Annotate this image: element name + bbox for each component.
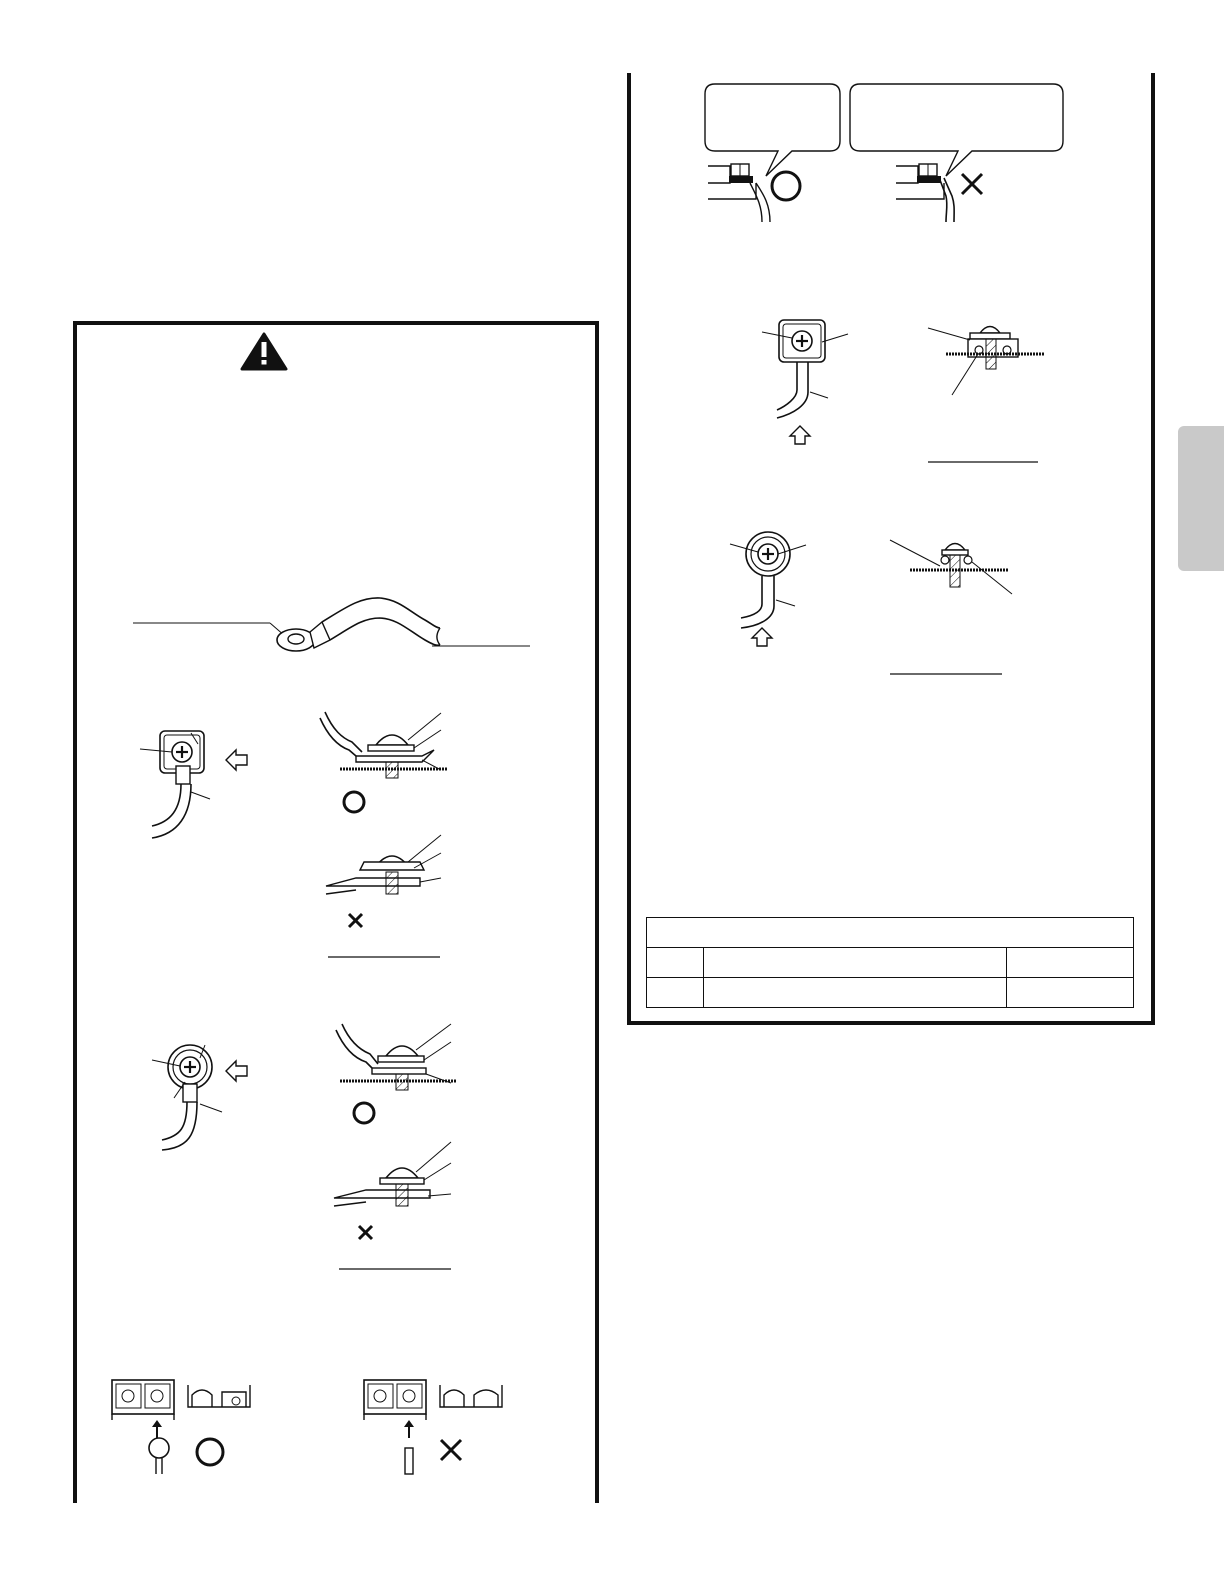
- square-terminal-front-view: [140, 731, 247, 838]
- table-cell: [647, 948, 704, 978]
- table-cell: [704, 948, 1007, 978]
- ring-terminal-illustration: [133, 598, 530, 651]
- torque-table: [646, 917, 1134, 1008]
- table-cell: [704, 978, 1007, 1008]
- cross-ng-icon: [349, 914, 362, 927]
- circle-ok-icon: [354, 1103, 374, 1123]
- circle-ok-icon: [197, 1439, 223, 1465]
- callout-balloon-left: [705, 84, 840, 176]
- table-row: [647, 978, 1134, 1008]
- terminal-mount-correct: [708, 164, 770, 222]
- chapter-side-tab[interactable]: [1178, 426, 1224, 571]
- square-terminal-front-view-right: [762, 320, 848, 444]
- table-cell: [647, 978, 704, 1008]
- terminal-block-incorrect: [364, 1380, 502, 1474]
- side-view-correct-1: [320, 712, 448, 778]
- warning-box: [75, 323, 597, 1503]
- right-content-box: [629, 73, 1153, 1023]
- circle-ok-icon: [772, 172, 800, 200]
- round-terminal-front-view: [152, 1045, 247, 1150]
- cross-ng-icon: [359, 1226, 372, 1239]
- table-cell: [1007, 948, 1134, 978]
- round-terminal-side-view-right: [890, 540, 1012, 674]
- side-view-incorrect-1: [326, 835, 441, 894]
- circle-ok-icon: [344, 792, 364, 812]
- table-cell: [1007, 978, 1134, 1008]
- table-header-row: [647, 918, 1134, 948]
- cross-ng-icon: [441, 1440, 461, 1460]
- table-header-cell: [647, 918, 1134, 948]
- table-row: [647, 948, 1134, 978]
- side-view-correct-2: [336, 1024, 456, 1090]
- terminal-block-correct: [112, 1380, 250, 1474]
- callout-balloon-right: [850, 84, 1063, 176]
- square-terminal-side-view-right: [928, 327, 1044, 463]
- round-terminal-front-view-right: [730, 532, 806, 646]
- side-view-incorrect-2: [334, 1142, 451, 1206]
- warning-triangle-icon: [242, 334, 286, 369]
- cross-ng-icon: [962, 174, 982, 194]
- terminal-mount-incorrect: [896, 164, 954, 222]
